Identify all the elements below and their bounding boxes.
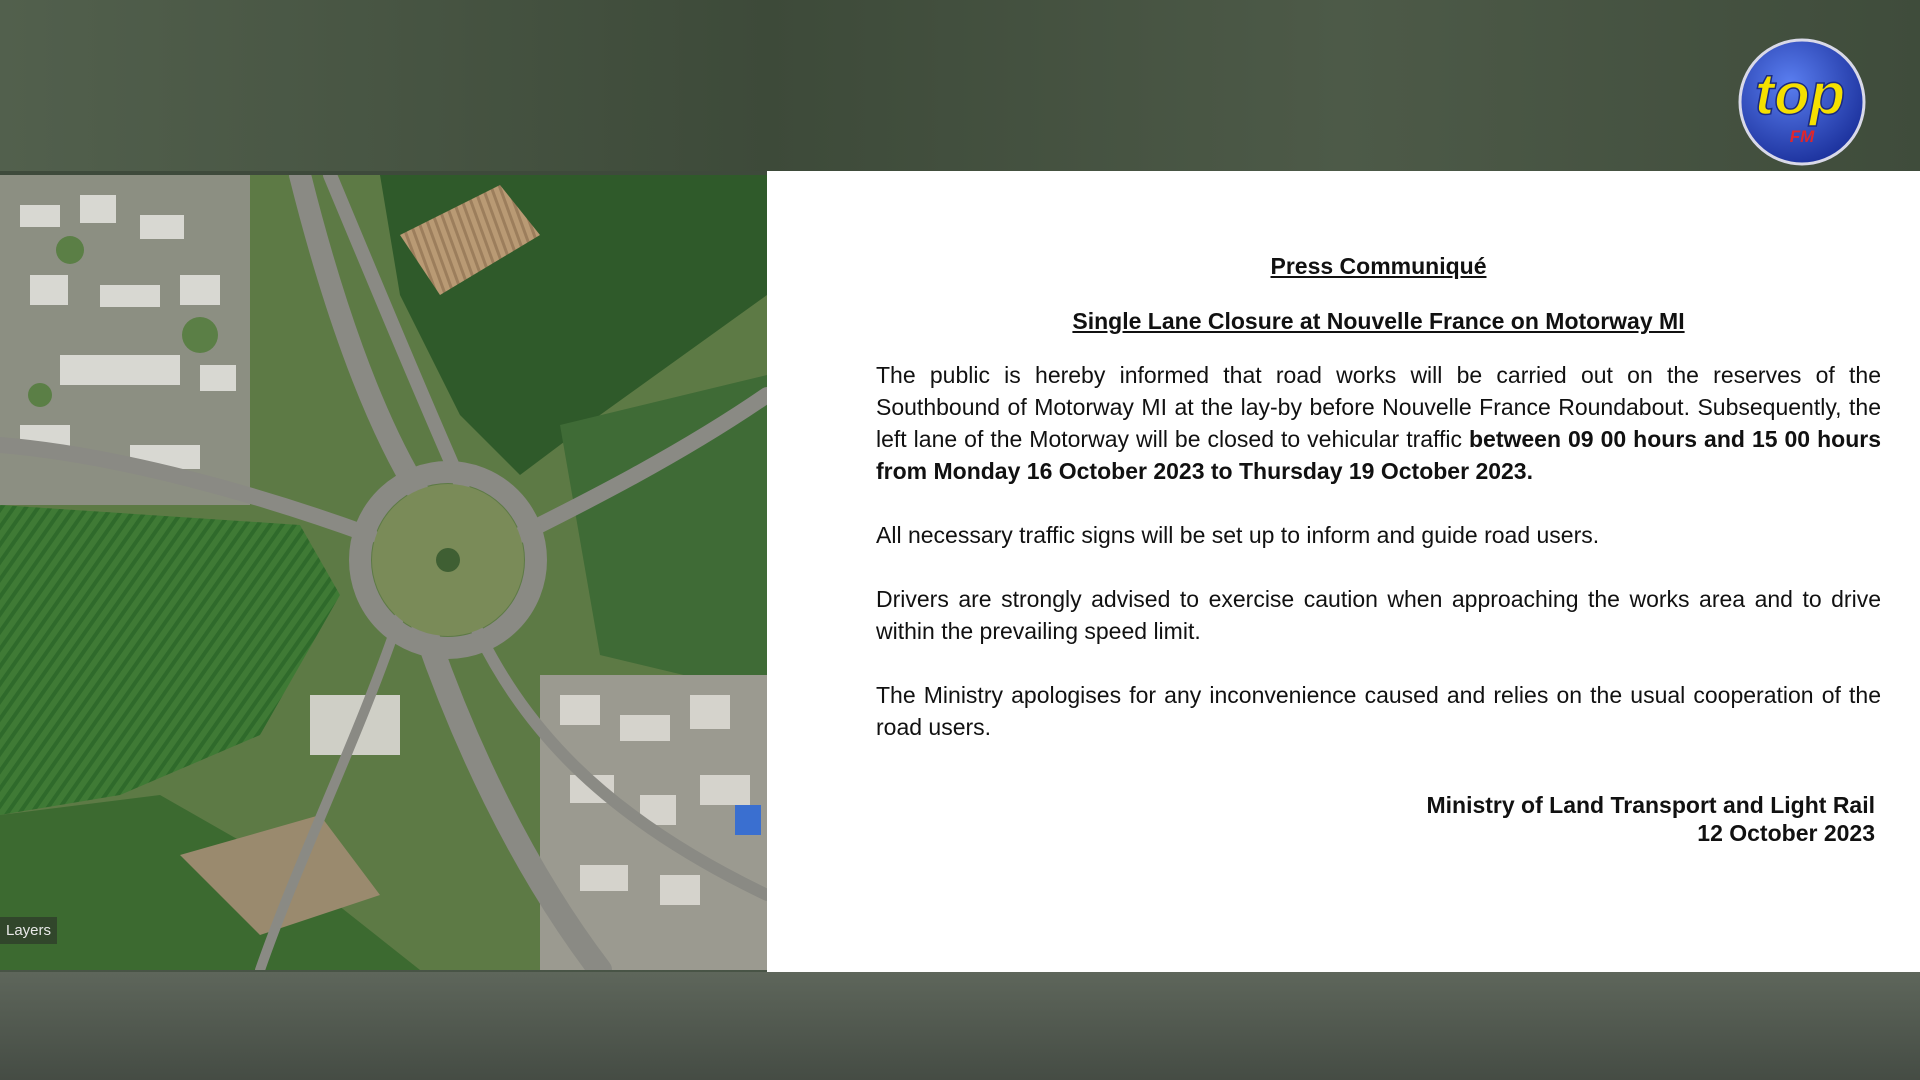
top-background-band (0, 0, 1920, 171)
aerial-map-image (0, 175, 767, 970)
communique-date: 12 October 2023 (1697, 820, 1875, 846)
document-title: Press Communiqué (1270, 253, 1487, 279)
map-layers-button[interactable]: Layers (0, 917, 57, 944)
logo-subtext: FM (1789, 127, 1815, 146)
paragraph-road-works (876, 359, 1881, 487)
logo-text: top (1754, 62, 1846, 127)
paragraph-apology: The Ministry apologises for any inconvenience caused and relies on the usual cooperation of the road users. (876, 682, 1881, 740)
signoff-block (876, 791, 1881, 847)
aerial-roundabout-map-icon (0, 175, 767, 970)
top-fm-logo-icon (1738, 38, 1866, 166)
ministry-name: Ministry of Land Transport and Light Rail (1426, 792, 1875, 818)
document-subtitle: Single Lane Closure at Nouvelle France on Motorway MI (1072, 308, 1685, 334)
document-body (876, 253, 1881, 847)
closure-period-text: between 09 00 hours and 15 00 hours from Monday 16 October 2023 to Thursday 19 October 2023. (876, 426, 1881, 484)
paragraph-road-works-text: The public is hereby informed that road works will be carried out on the reserves of the Southbound of Motorway MI at the lay-by before Nouvelle France Roundabout. Subsequently, the left lane of the Motorway will be closed to vehicular traffic (876, 362, 1881, 452)
paragraph-caution: Drivers are strongly advised to exercise caution when approaching the works area and to drive within the prevailing speed limit. (876, 586, 1881, 644)
paragraph-traffic-signs: All necessary traffic signs will be set up to inform and guide road users. (876, 522, 1600, 548)
bottom-background-band (0, 972, 1920, 1080)
press-communique-document (767, 171, 1920, 972)
